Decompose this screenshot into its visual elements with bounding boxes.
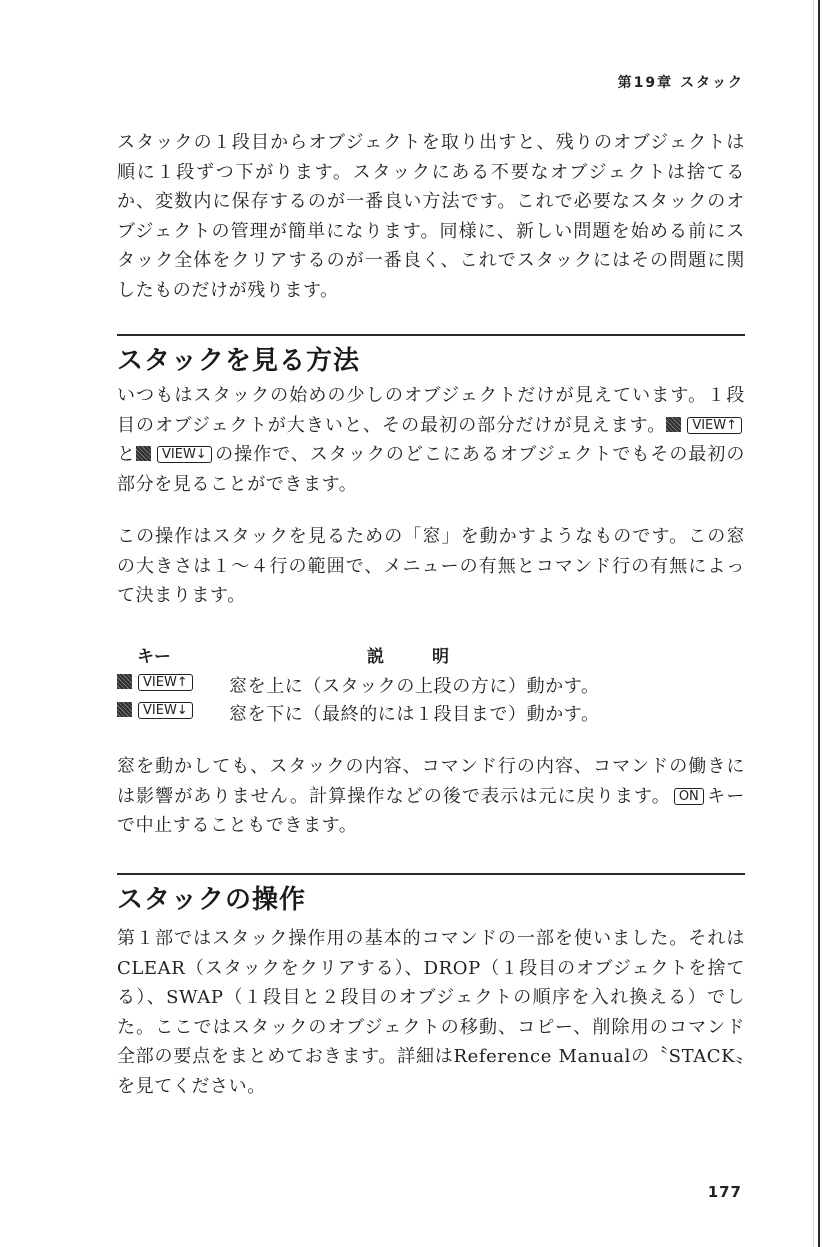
paragraph-text: 窓を動かしても、スタックの内容、コマンド行の内容、コマンドの働きには影響がありません。計算操作などの後で表示は元に戻ります。: [117, 756, 745, 807]
shift-key-icon: [117, 674, 132, 689]
section1-body: [117, 381, 745, 499]
on-key: ON: [674, 788, 704, 805]
section1-body-3: [117, 752, 745, 841]
row-description: 窓を下に（最終的には１段目まで）動かす。: [229, 704, 600, 725]
key-table-row: [117, 672, 745, 700]
section-title: スタックを見る方法: [117, 346, 361, 376]
view-down-key: VIEW↓: [138, 702, 193, 719]
chapter-header: 第19章 スタック: [617, 75, 744, 91]
shift-key-icon: [136, 446, 151, 461]
page-edge-shadow: [813, 0, 814, 1247]
key-table-header: [117, 642, 745, 672]
paragraph-text: と: [117, 444, 137, 465]
key-table: [117, 642, 745, 728]
page-edge-line: [818, 0, 820, 1247]
shift-key-icon: [666, 417, 681, 432]
section2-paragraph: 第１部ではスタック操作用の基本的コマンドの一部を使いました。それはCLEAR（スタックをクリアする）、DROP（１段目のオブジェクトを捨てる）、SWAP（１段目と２段目のオブジェクトの順序を入れ換える）でした。ここではスタックのオブジェクトの移動、コピー、削除用のコマンド全部の要点をまとめておきます。詳細はReference Manualの〝STACK〟を見てください。: [117, 928, 745, 1097]
section-divider: [117, 334, 745, 336]
description-column-header: 説明: [367, 647, 497, 667]
section-divider: [117, 873, 745, 875]
view-up-key: VIEW↑: [138, 674, 193, 691]
key-column-header: キー: [137, 647, 171, 667]
key-table-row: [117, 700, 745, 728]
intro-paragraph: スタックの１段目からオブジェクトを取り出すと、残りのオブジェクトは順に１段ずつ下がります。スタックにある不要なオブジェクトは捨てるか、変数内に保存するのが一番良い方法です。これで必要なスタックのオブジェクトの管理が簡単になります。同様に、新しい問題を始める前にスタック全体をクリアするのが一番良く、これでスタックにはその問題に関したものだけが残ります。: [117, 132, 745, 301]
intro-block: [117, 128, 745, 305]
section1-paragraph-2: この操作はスタックを見るための「窓」を動かすようなものです。この窓の大きさは１～４行の範囲で、メニューの有無とコマンド行の有無によって決まります。: [117, 526, 745, 606]
paragraph-text: いつもはスタックの始めの少しのオブジェクトだけが見えています。１段目のオブジェクトが大きいと、その最初の部分だけが見えます。: [117, 385, 745, 436]
section-title: スタックの操作: [117, 885, 307, 915]
row-description: 窓を上に（スタックの上段の方に）動かす。: [229, 676, 600, 697]
view-up-key: VIEW↑: [687, 417, 742, 434]
section1-paragraph-1: [117, 381, 745, 499]
section1-paragraph-3: [117, 752, 745, 841]
paragraph-text: の操作で、スタックのどこにあるオブジェクトでもその最初の部分を見ることができます。: [117, 444, 745, 495]
shift-key-icon: [117, 702, 132, 717]
page-number: 177: [707, 1183, 742, 1201]
paragraph-text: キーで中止することもできます。: [117, 785, 745, 836]
section1-body-2: [117, 522, 745, 611]
view-down-key: VIEW↓: [157, 446, 212, 463]
section2-body: [117, 924, 745, 1101]
